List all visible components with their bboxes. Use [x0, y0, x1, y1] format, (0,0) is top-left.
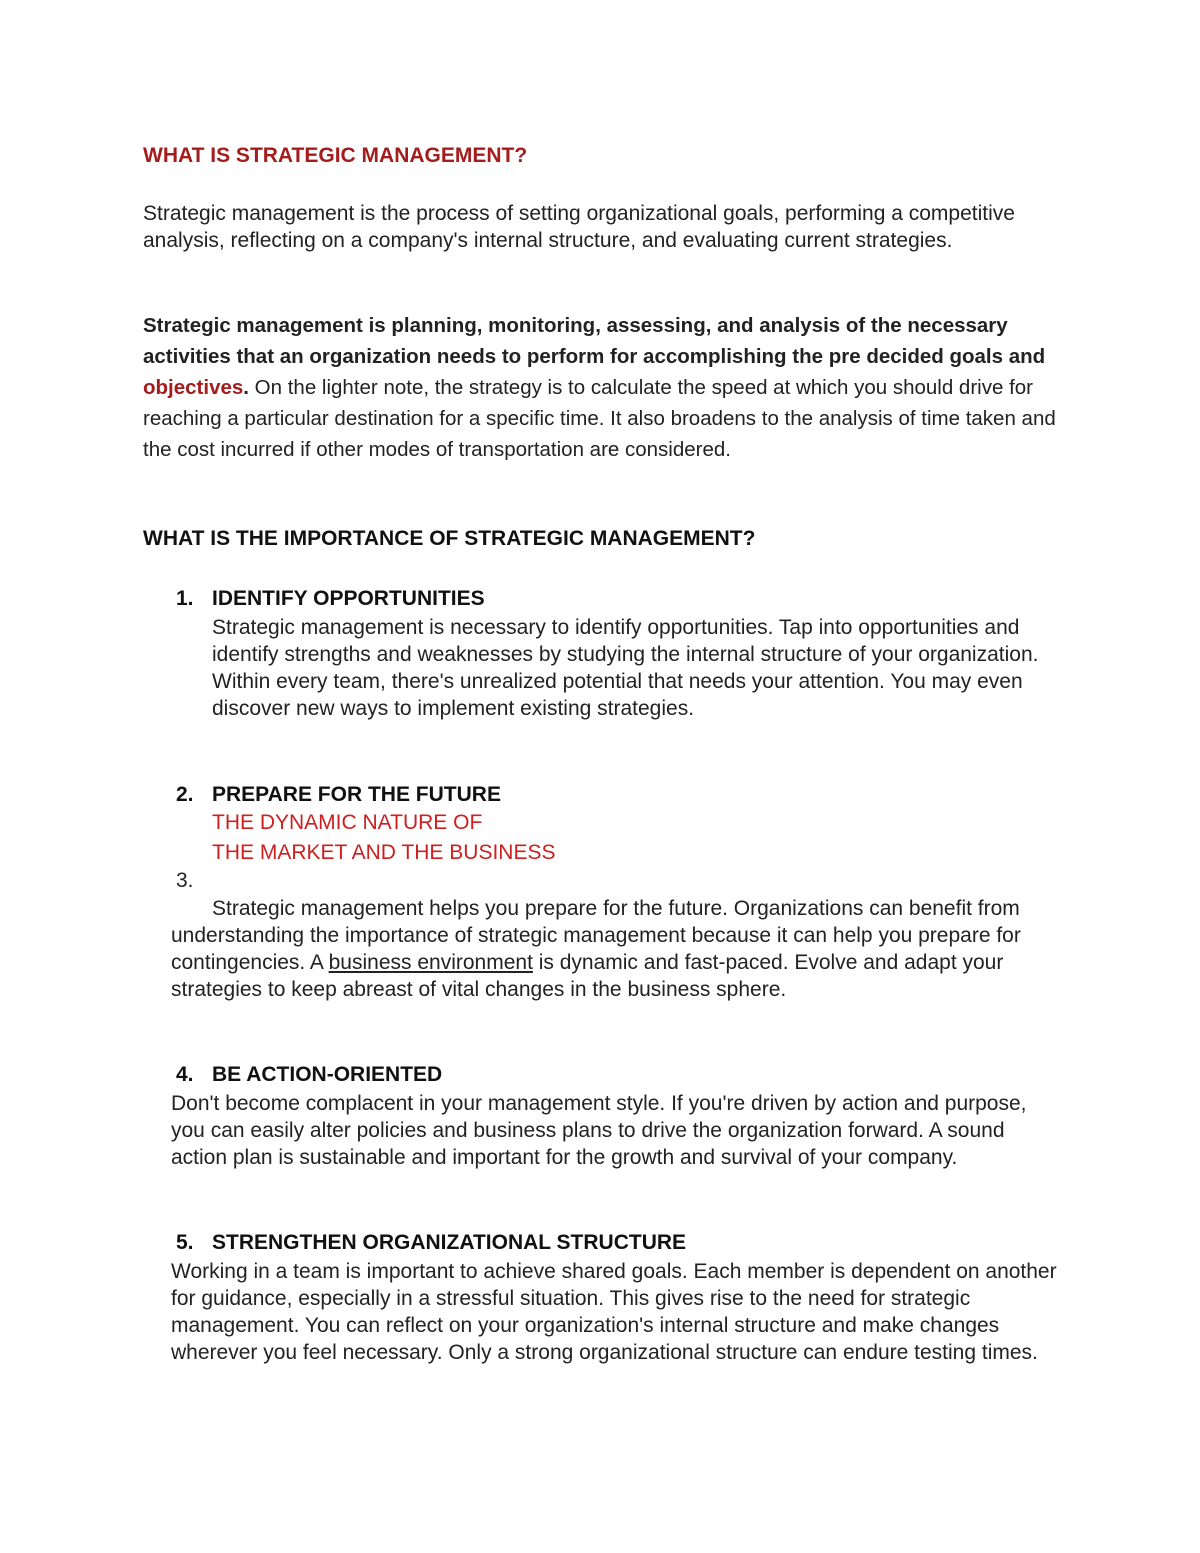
heading-importance: WHAT IS THE IMPORTANCE OF STRATEGIC MANAGEMENT?: [143, 527, 756, 550]
item-5-title: STRENGTHEN ORGANIZATIONAL STRUCTURE: [212, 1231, 687, 1254]
item-4-body: Don't become complacent in your management style. If you're driven by action and purpose, you can easily alter policies and business plans to drive the organization forward. A sound action plan is sustainable and important for the growth and survival of your company.: [171, 1092, 1027, 1169]
objectives-highlight: objectives: [143, 376, 244, 399]
intro-paragraph: Strategic management is the process of setting organizational goals, performing a competitive analysis, reflecting on a company's internal structure, and evaluating current strategies.: [143, 202, 1015, 252]
item-2-body-before-link: Strategic management helps you prepare for the future. Organizations can benefit from understanding the importance of strategic management because it can help you prepare for contingencies. A: [171, 897, 1021, 974]
definition-light-text: On the lighter note, the strategy is to calculate the speed at which you should drive for reaching a particular destination for a specific time. It also broadens to the analysis of time taken and the cost incurred if other modes of transportation are considered.: [143, 376, 1056, 461]
item-5-body: Working in a team is important to achieve shared goals. Each member is dependent on another for guidance, especially in a stressful situation. This gives rise to the need for strategic management. You can reflect on your organization's internal structure and make changes wherever you feel necessary. Only a strong organizational structure can endure testing times.: [171, 1260, 1057, 1364]
business-environment-link[interactable]: business environment: [328, 951, 533, 974]
definition-paragraph: [143, 310, 1073, 465]
item-1-number: 1.: [176, 587, 194, 610]
item-5-number: 5.: [176, 1231, 194, 1254]
item-2-red-line-2: THE MARKET AND THE BUSINESS: [212, 841, 556, 864]
item-1-title: IDENTIFY OPPORTUNITIES: [212, 587, 485, 610]
item-4-title: BE ACTION-ORIENTED: [212, 1063, 443, 1086]
stray-number-3: 3.: [176, 869, 194, 892]
item-2-body: [171, 895, 1071, 1003]
item-1-body: Strategic management is necessary to identify opportunities. Tap into opportunities and identify strengths and weaknesses by studying the internal structure of your organization. Within every team, there's unrealized potential that needs your attention. You may even discover new ways to implement existing strategies.: [212, 616, 1039, 720]
item-4-number: 4.: [176, 1063, 194, 1086]
item-2-title: PREPARE FOR THE FUTURE: [212, 783, 501, 806]
heading-what-is-strategic-management: WHAT IS STRATEGIC MANAGEMENT?: [143, 144, 528, 167]
item-2-red-line-1: THE DYNAMIC NATURE OF: [212, 811, 483, 834]
definition-bold-period: .: [243, 376, 249, 399]
definition-bold-text: Strategic management is planning, monitoring, assessing, and analysis of the necessary activities that an organization needs to perform for accomplishing the pre decided goals and: [143, 314, 1046, 368]
item-2-body-after-link: is dynamic and fast-paced. Evolve and adapt your strategies to keep abreast of vital changes in the business sphere.: [171, 951, 1004, 1001]
item-2-number: 2.: [176, 783, 194, 806]
